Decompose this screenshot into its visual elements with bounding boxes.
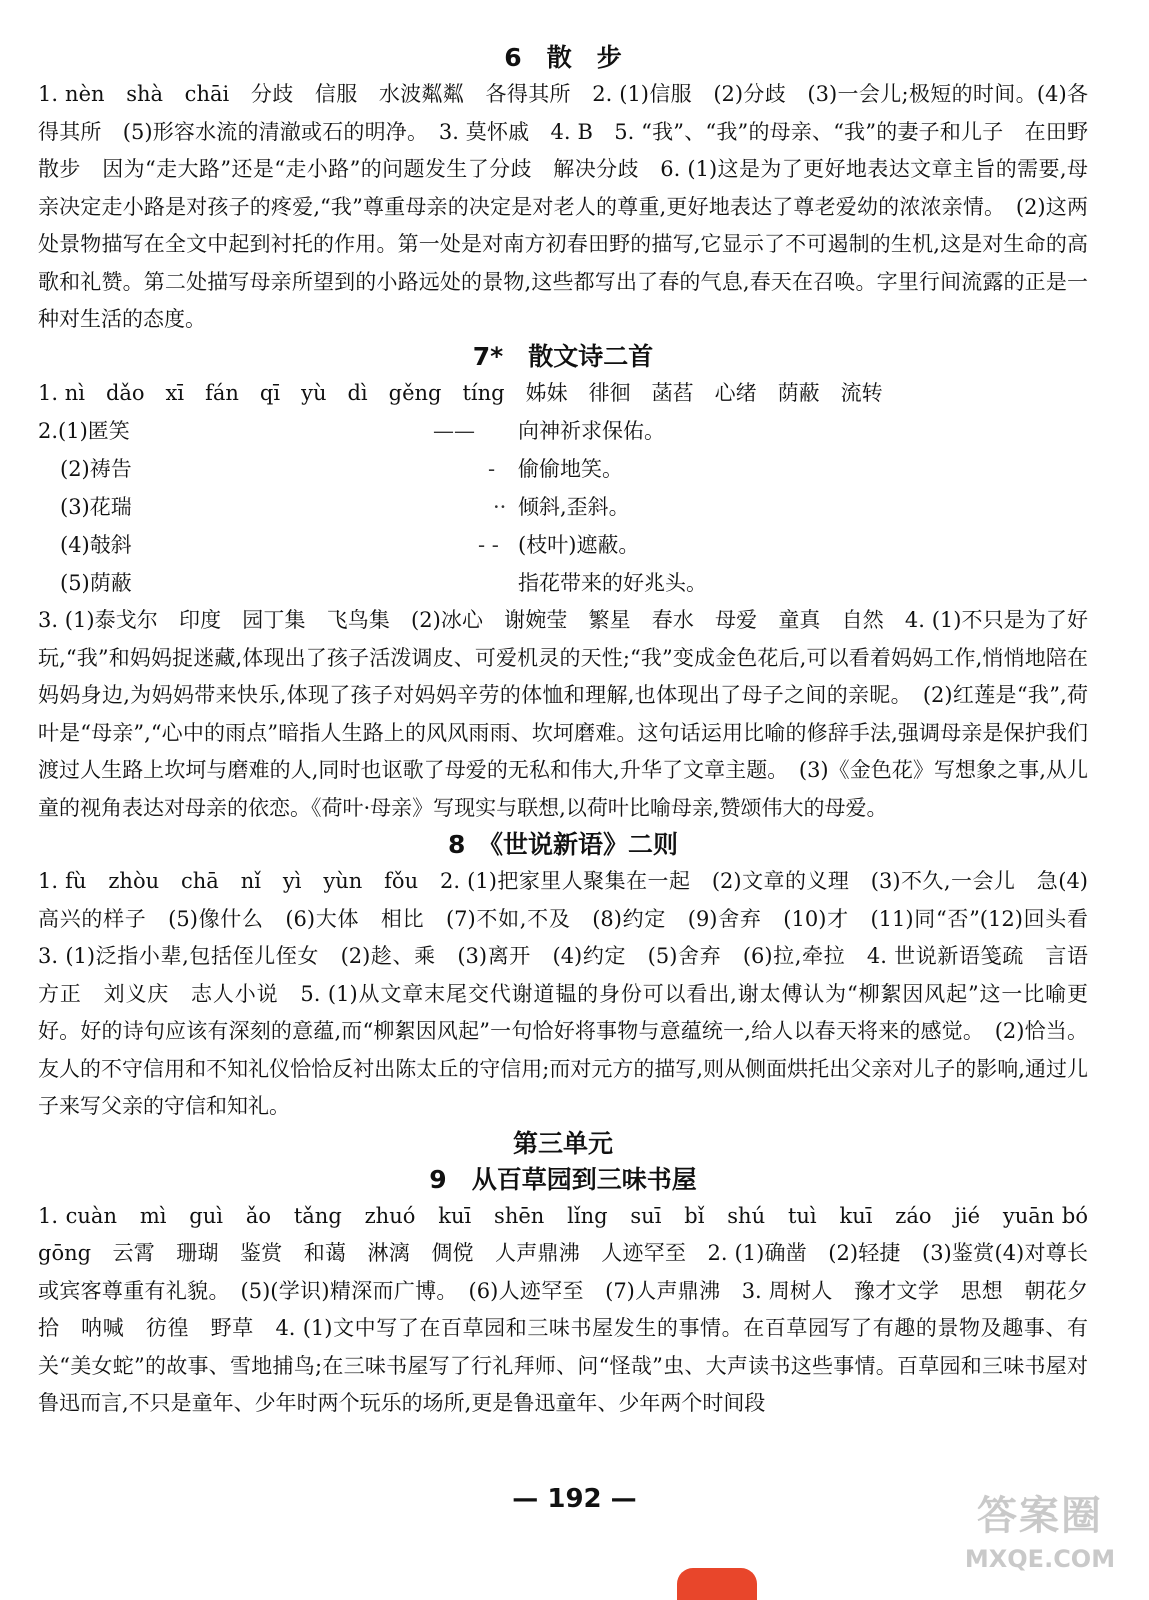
match-meaning: 偷偷地笑。 <box>518 457 623 481</box>
match-term: (4)攲斜 <box>60 533 132 557</box>
match-row <box>38 412 1088 450</box>
section-7-answers: 3. (1)泰戈尔 印度 园丁集 飞鸟集 (2)冰心 谢婉莹 繁星 春水 母爱 童真 自然 4. (1)不只是为了好玩,“我”和妈妈捉迷藏,体现出了孩子活泼调皮、可爱机灵的天性;“我”变成金色花后,可以看着妈妈工作,悄悄地陪在妈妈身边,为妈妈带来快乐,体现了孩子对妈妈辛劳的体恤和理解,也体现出了母子之间的亲昵。 (2)红莲是“我”,荷叶是“母亲”,“心中的雨点”暗指人生路上的风风雨雨、坎坷磨难。这句话运用比喻的修辞手法,强调母亲是保护我们渡过人生路上坎坷与磨难的人,同时也讴歌了母爱的无私和伟大,升华了文章主题。 (3)《金色花》写想象之事,从儿童的视角表达对母亲的依恋。《荷叶·母亲》写现实与联想,以荷叶比喻母亲,赞颂伟大的母爱。 <box>38 608 1088 820</box>
match-meaning: 指花带来的好兆头。 <box>518 571 707 595</box>
section-6-answers: 1. nèn shà chāi 分歧 信服 水波粼粼 各得其所 2. (1)信服 (2)分歧 (3)一会儿;极短的时间。(4)各得其所 (5)形容水流的清澈或石的明净。 3. 莫怀戚 4. B 5. “我”、“我”的母亲、“我”的妻子和儿子 在田野散步 因为“走大路”还是“走小路”的问题发生了分歧 解决分歧 6. (1)这是为了更好地表达文章主旨的需要,母亲决定走小路是对孩子的疼爱,“我”尊重母亲的决定是对老人的尊重,更好地表达了尊老爱幼的浓浓亲情。 (2)这两处景物描写在全文中起到衬托的作用。第一处是对南方初春田野的描写,它显示了不可遏制的生机,这是对生命的高歌和礼赞。第二处描写母亲所望到的小路远处的景物,这些都写出了春的气息,春天在召唤。字里行间流露的正是一种对生活的态度。 <box>38 82 1088 331</box>
match-term: (1)匿笑 <box>58 419 130 443</box>
watermark-logo <box>940 1488 1140 1588</box>
section-title-7: 7* 散文诗二首 <box>472 341 654 371</box>
match-label: 2. <box>38 419 59 443</box>
page-number: — 192 — <box>512 1484 637 1514</box>
section-8-answers: 1. fù zhòu chā nǐ yì yùn fǒu 2. (1)把家里人聚集在一起 (2)文章的义理 (3)不久,一会儿 急(4)高兴的样子 (5)像什么 (6)大体 相比 (7)不如,不及 (8)约定 (9)舍弃 (10)才 (11)同“否”(12)回头看 3. (1)泛指小辈,包括侄儿侄女 (2)趁、乘 (3)离开 (4)约定 (5)舍弃 (6)拉,牵拉 4. 世说新语笺疏 言语 方正 刘义庆 志人小说 5. (1)从文章末尾交代谢道韫的身份可以看出,谢太傅认为“柳絮因风起”这一比喻更好。好的诗句应该有深刻的意蕴,而“柳絮因风起”一句恰好将事物与意蕴统一,给人以春天将来的感觉。 (2)恰当。友人的不守信用和不知礼仪恰恰反衬出陈太丘的守信用;而对元方的描写,则从侧面烘托出父亲对儿子的影响,通过儿子来写父亲的守信和知礼。 <box>38 869 1109 1118</box>
match-row <box>38 488 1088 526</box>
match-left <box>38 412 130 450</box>
match-meaning: 向神祈求保佑。 <box>518 419 665 443</box>
match-line: —— <box>433 419 475 443</box>
match-row <box>38 564 1088 602</box>
match-line: - - <box>478 533 499 557</box>
section-7-q1: 1. nì dǎo xī fán qī yù dì gěng tíng 姊妹 徘徊 菡萏 心绪 荫蔽 流转 <box>38 380 883 405</box>
match-line: ·· <box>493 495 507 519</box>
match-term: (3)花瑞 <box>60 495 132 519</box>
section-9-answers: 1. cuàn mì guì ǎo tǎng zhuó kuī shēn lǐng suī bǐ shú tuì kuī záo jié yuān bó gōng 云霄 珊瑚 鉴赏 和蔼 淋漓 倜傥 人声鼎沸 人迹罕至 2. (1)确凿 (2)轻捷 (3)鉴赏(4)对尊长或宾客尊重有礼貌。 (5)(学识)精深而广博。 (6)人迹罕至 (7)人声鼎沸 3. 周树人 豫才文学 思想 朝花夕拾 呐喊 彷徨 野草 4. (1)文中写了在百草园和三味书屋发生的事情。在百草园写了有趣的景物及趣事、有关“美女蛇”的故事、雪地捕鸟;在三味书屋写了行礼拜师、问“怪哉”虫、大声读书这些事情。百草园和三味书屋对鲁迅而言,不只是童年、少年时两个玩乐的场所,更是鲁迅童年、少年两个时间段 <box>38 1203 1088 1415</box>
answer-page <box>38 40 1109 1423</box>
section-title-8: 8 《世说新语》二则 <box>448 830 678 859</box>
matching-exercise <box>38 412 1088 602</box>
unit-title: 第三单元 <box>512 1128 613 1158</box>
match-term: (2)祷告 <box>60 457 132 481</box>
section-title-6: 6 散 步 <box>504 43 622 72</box>
match-row <box>38 450 1088 488</box>
match-meaning: 倾斜,歪斜。 <box>518 495 630 519</box>
bottom-badge <box>677 1568 757 1600</box>
match-term: (5)荫蔽 <box>60 571 132 595</box>
match-line: - <box>488 457 496 481</box>
section-title-9: 9 从百草园到三味书屋 <box>429 1164 697 1194</box>
watermark-url: MXQE.COM <box>964 1545 1116 1573</box>
match-meaning: (枝叶)遮蔽。 <box>518 533 640 557</box>
watermark-brand: 答案圈 <box>977 1493 1103 1539</box>
match-row <box>38 526 1088 564</box>
